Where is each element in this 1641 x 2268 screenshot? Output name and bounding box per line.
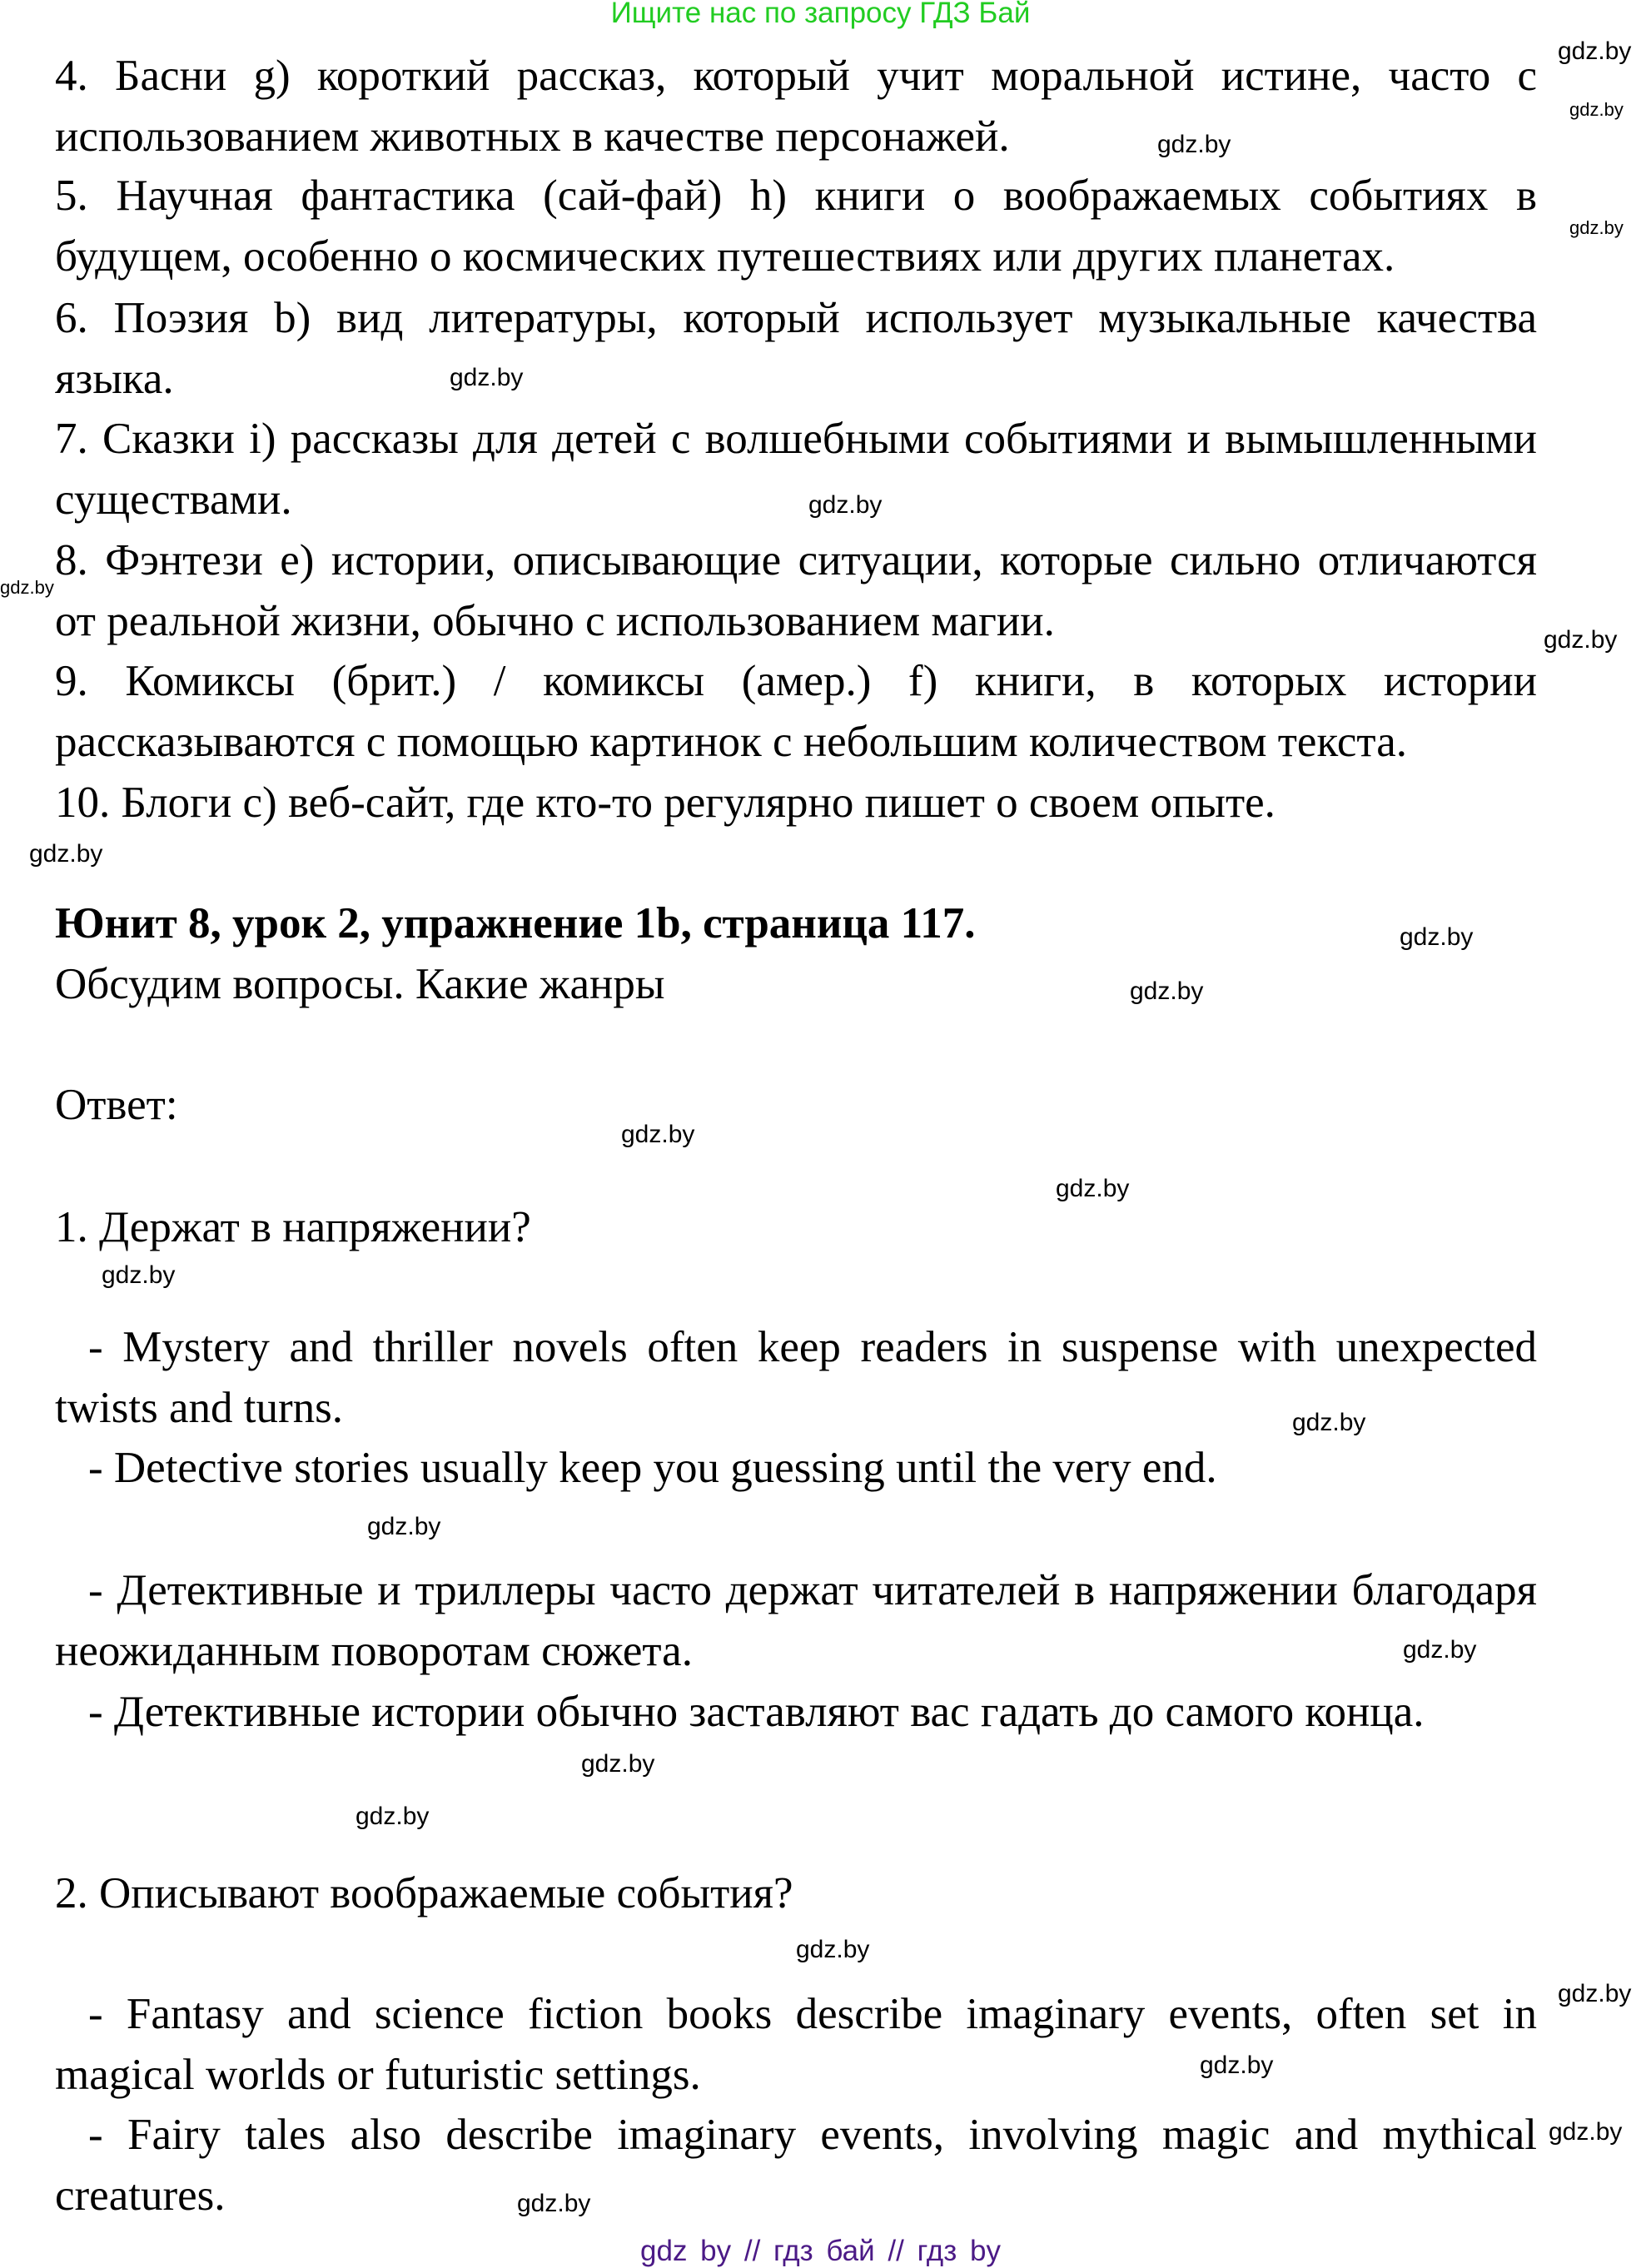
watermark: gdz.by — [1130, 977, 1204, 1005]
watermark: gdz.by — [102, 1261, 176, 1289]
answer-label: Ответ: — [55, 1081, 178, 1129]
watermark: gdz.by — [0, 577, 54, 598]
question-2: 2. Описывают воображаемые события? — [55, 1869, 793, 1917]
watermark: gdz.by — [1558, 37, 1632, 65]
watermark: gdz.by — [29, 840, 103, 868]
watermark: gdz.by — [1549, 2118, 1623, 2146]
watermark: gdz.by — [517, 2190, 591, 2217]
task-text: Обсудим вопросы. Какие жанры — [55, 960, 665, 1008]
answer-en-1: - Mystery and thriller novels often keep readers in suspense with unexpected twists and turns. — [55, 1323, 1537, 1432]
watermark: gdz.by — [1558, 1980, 1632, 2007]
list-item: 7. Сказки i) рассказы для детей с волшебными событиями и вымышленными существами. — [55, 415, 1537, 524]
watermark: gdz.by — [1403, 1636, 1477, 1664]
answer-en-2: - Detective stories usually keep you guessing until the very end. — [88, 1444, 1217, 1492]
list-item: 10. Блоги c) веб-сайт, где кто-то регулярно пишет о своем опыте. — [55, 778, 1276, 827]
answer-en-3: - Fantasy and science fiction books describe imaginary events, often set in magical worlds or futuristic settings. — [55, 1990, 1537, 2099]
list-item: 6. Поэзия b) вид литературы, который использует музыкальные качества языка. — [55, 294, 1537, 403]
question-1: 1. Держат в напряжении? — [55, 1203, 531, 1251]
answer-ru-2: - Детективные истории обычно заставляют вас гадать до самого конца. — [88, 1688, 1425, 1736]
watermark: gdz.by — [1157, 131, 1231, 158]
watermark: gdz.by — [356, 1803, 430, 1830]
watermark: gdz.by — [1544, 626, 1618, 654]
answer-en-4: - Fairy tales also describe imaginary events, involving magic and mythical creatures. — [55, 2111, 1537, 2220]
watermark: gdz.by — [1569, 217, 1624, 238]
search-banner: Ищите нас по запросу ГДЗ Бай — [610, 0, 1031, 29]
list-item: 5. Научная фантастика (сай-фай) h) книги о воображаемых событиях в будущем, особенно о космических путешествиях или других планетах. — [55, 172, 1537, 281]
watermark: gdz.by — [1056, 1175, 1130, 1202]
watermark: gdz.by — [1400, 923, 1474, 951]
footer-links[interactable]: gdz by // гдз бай // гдз by — [640, 2235, 1001, 2267]
list-item: 8. Фэнтези e) истории, описывающие ситуации, которые сильно отличаются от реальной жизни, обычно с использованием магии. — [55, 536, 1537, 645]
list-item: 4. Басни g) короткий рассказ, который учит моральной истине, часто с использованием животных в качестве персонажей. — [55, 52, 1537, 161]
watermark: gdz.by — [581, 1750, 655, 1778]
list-item: 9. Комиксы (брит.) / комиксы (амер.) f) книги, в которых истории рассказываются с помощью картинок с небольшим количеством текста. — [55, 657, 1537, 766]
watermark: gdz.by — [1292, 1409, 1366, 1436]
section-heading: Юнит 8, урок 2, упражнение 1b, страница 117. — [55, 899, 976, 947]
watermark: gdz.by — [796, 1936, 870, 1963]
answer-ru-1: - Детективные и триллеры часто держат читателей в напряжении благодаря неожиданным поворотам сюжета. — [55, 1566, 1537, 1675]
watermark: gdz.by — [367, 1513, 441, 1540]
watermark: gdz.by — [1200, 2052, 1274, 2079]
watermark: gdz.by — [808, 491, 883, 519]
watermark: gdz.by — [1569, 99, 1624, 120]
watermark: gdz.by — [621, 1121, 695, 1148]
watermark: gdz.by — [450, 364, 524, 391]
